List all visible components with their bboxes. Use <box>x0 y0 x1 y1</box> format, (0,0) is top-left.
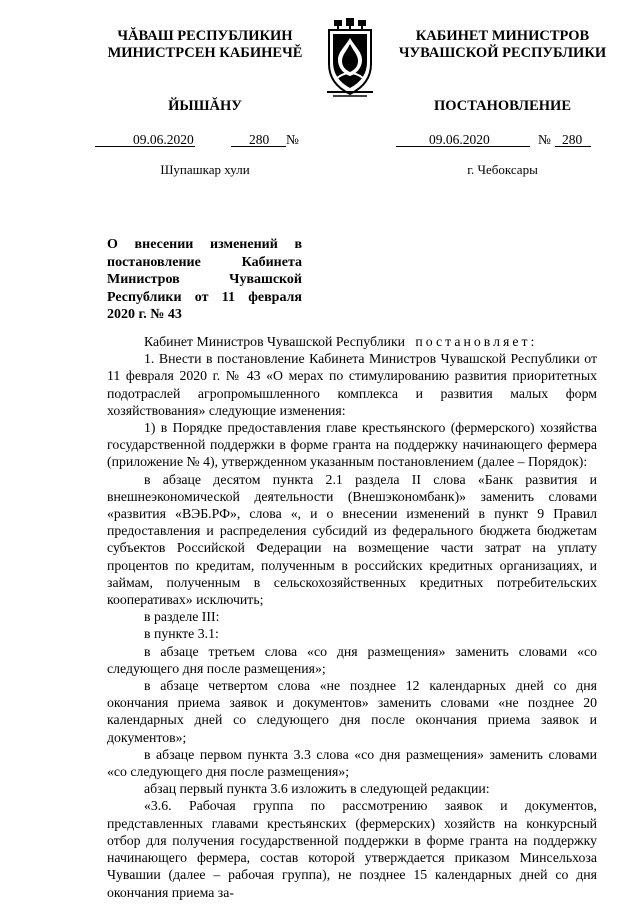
body-paragraph: в разделе III: <box>144 609 220 625</box>
body-paragraph: в абзаце первом пункта 3.3 слова «со дня размещения» заменить словами «со следующего дня после размещения»; <box>107 746 597 780</box>
body-paragraph: в пункте 3.1: <box>144 626 219 642</box>
issuer-russian-line2: ЧУВАШСКОЙ РЕСПУБЛИКИ <box>398 45 607 61</box>
intro-text: Кабинет Министров Чувашской Республики <box>144 334 406 349</box>
document-body <box>107 333 597 901</box>
intro-decree-word: постановляет: <box>415 334 538 349</box>
body-paragraph: 1. Внести в постановление Кабинета Министров Чувашской Республики от 11 февраля 2020 г. № 43 «О мерах по стимулированию развития приоритетных подотраслей агропромышленного комплекса и развития малых форм хозяйствования» следующие изменения: <box>107 351 597 418</box>
number-right: 280 <box>562 132 583 147</box>
city-chuvash: Шупашкар хули <box>160 162 250 177</box>
body-paragraph: «3.6. Рабочая группа по рассмотрению заявок и документов, представленных главами крестьянских (фермерских) хозяйств на конкурсный отбор для получения государственной поддержки в форме гранта на поддержку начинающего фермера, состав которой утверждается приказом Минсельхоза Чувашии (далее – рабочая группа), не позднее 15 календарных дней со дня окончания приема за- <box>107 798 597 900</box>
date-number-right <box>395 132 610 150</box>
document-title: О внесении изменений в постановление Кабинета Министров Чувашской Республики от 11 февраля 2020 г. № 43 <box>107 237 302 322</box>
date-left: 09.06.2020 <box>133 132 194 147</box>
issuer-chuvash-line2: МИНИСТРСЕН КАБИНЕЧĔ <box>107 45 303 61</box>
date-number-left <box>100 132 310 150</box>
issuer-russian-line1: КАБИНЕТ МИНИСТРОВ <box>415 28 590 44</box>
issuer-russian <box>395 28 610 62</box>
body-paragraph: в абзаце десятом пункта 2.1 раздела II слова «Банк развития и внешнеэкономической деятельности (Внешэкономбанк)» заменить словами «развития «ВЭБ.РФ», слова «, и о внесении изменений в пункт 9 Правил предоставления и распределения субсидий из федерального бюджета бюджетам субъектов Российской Федерации на возмещение части затрат на уплату процентов по кредитам, полученным в российских кредитных организациях, и займам, полученным в сельскохозяйственных кредитных потребительских кооперативах» исключить; <box>107 471 597 608</box>
date-right: 09.06.2020 <box>429 132 490 147</box>
body-paragraph: абзац первый пункта 3.6 изложить в следующей редакции: <box>144 781 490 797</box>
number-left: 280 <box>249 132 270 147</box>
body-paragraph: в абзаце четвертом слова «не позднее 12 календарных дней со дня окончания приема заявок и документов» заменить словами «не позднее 20 календарных дней со следующего дня после окончания приема заявок и документов»; <box>107 678 597 745</box>
issuer-chuvash <box>100 28 310 62</box>
issuer-chuvash-line1: ЧĂВАШ РЕСПУБЛИКИН <box>117 28 293 44</box>
number-underline-left <box>231 146 286 147</box>
body-paragraph: в абзаце третьем слова «со дня размещения» заменить словами «со следующего дня после размещения»; <box>107 643 597 676</box>
date-underline-left <box>95 146 195 147</box>
doctype-russian: ПОСТАНОВЛЕНИЕ <box>433 98 571 114</box>
number-sign-right: № <box>538 132 551 147</box>
doctype-chuvash: ЙЫШĂНУ <box>168 98 242 114</box>
body-paragraph: 1) в Порядке предоставления главе крестьянского (фермерского) хозяйства государственной поддержки в форме гранта на поддержку начинающего фермера (приложение № 4), утвержденном указанным постановлением (далее – Порядок): <box>107 420 597 470</box>
date-underline-right <box>396 146 530 147</box>
number-underline-right <box>555 146 591 147</box>
number-sign-left: № <box>286 132 299 147</box>
city-russian: г. Чебоксары <box>467 162 538 177</box>
body-intro <box>107 333 597 350</box>
coat-of-arms-icon <box>323 18 377 100</box>
